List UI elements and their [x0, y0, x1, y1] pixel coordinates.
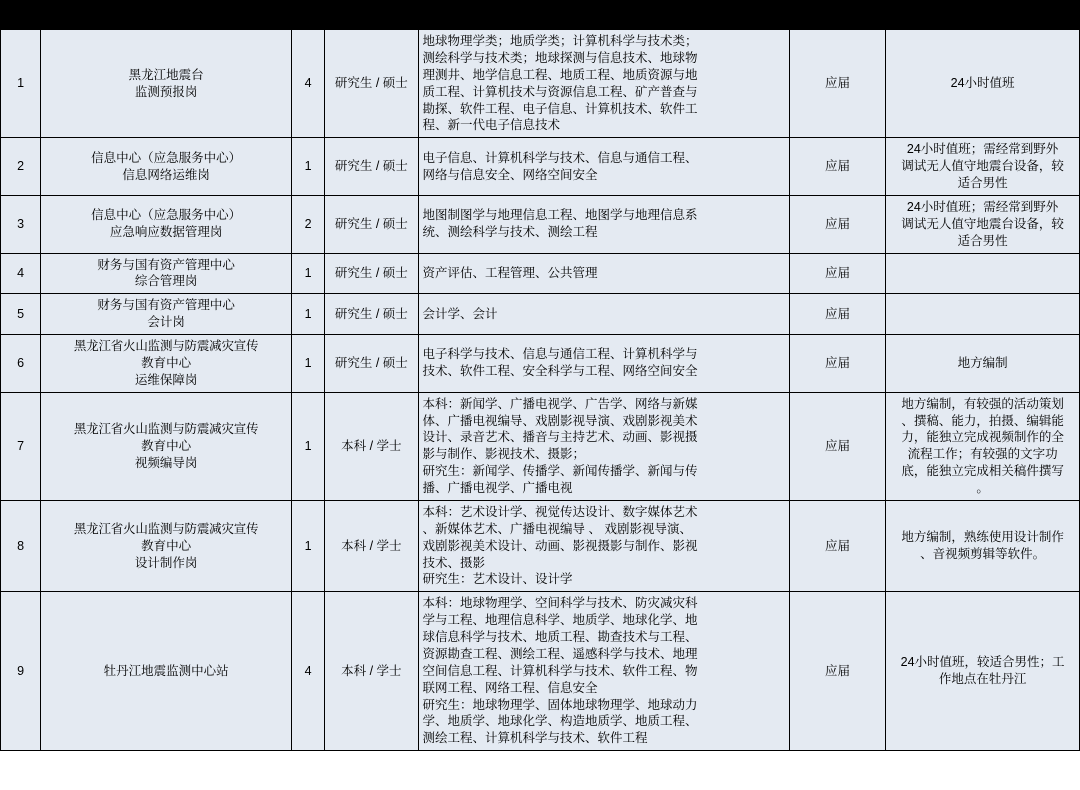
major-requirement — [418, 195, 789, 253]
major-line: 电子科学与技术、信息与通信工程、计算机科学与 — [422, 347, 698, 362]
post-name — [41, 294, 292, 335]
post-name — [41, 392, 292, 500]
education-requirement: 本科 / 学士 — [325, 592, 418, 751]
candidate-type: 应届 — [789, 195, 885, 253]
major-line: 勘探、软件工程、电子信息、计算机技术、软件工 — [422, 101, 698, 116]
remark-line: 24小时值班；需经常到野外 — [906, 142, 1059, 157]
table-row — [1, 30, 1080, 138]
candidate-type: 应届 — [789, 294, 885, 335]
row-index: 3 — [1, 195, 41, 253]
post-name — [41, 195, 292, 253]
table-row — [1, 138, 1080, 196]
position-count: 1 — [292, 138, 325, 196]
post-name-line: 牡丹江地震监测中心站 — [103, 663, 229, 678]
education-requirement: 本科 / 学士 — [325, 392, 418, 500]
remark — [886, 592, 1080, 751]
candidate-type: 应届 — [789, 392, 885, 500]
major-line: 研究生：地球物理学、固体地球物理学、地球动力 — [422, 697, 698, 712]
post-name-line: 设计制作岗 — [134, 555, 198, 570]
post-name-line: 监测预报岗 — [134, 84, 198, 99]
education-requirement: 研究生 / 硕士 — [325, 30, 418, 138]
header-cell-index — [1, 1, 41, 30]
table-body — [1, 1, 1080, 751]
education-requirement: 研究生 / 硕士 — [325, 138, 418, 196]
header-cell-major — [418, 1, 789, 30]
remark-line: 24小时值班，较适合男性；工 — [900, 655, 1065, 670]
remark — [886, 392, 1080, 500]
position-count: 1 — [292, 253, 325, 294]
table-row — [1, 294, 1080, 335]
header-cell-education — [325, 1, 418, 30]
position-count: 1 — [292, 335, 325, 393]
post-name-line: 视频编导岗 — [134, 455, 198, 470]
post-name-line: 教育中心 — [141, 438, 192, 453]
remark-line: 底，能独立完成相关稿件撰写 — [901, 464, 1064, 479]
major-requirement — [418, 253, 789, 294]
major-line: 戏剧影视美术设计、动画、影视摄影与制作、影视 — [422, 538, 698, 553]
candidate-type: 应届 — [789, 253, 885, 294]
major-line: 、新媒体艺术、广播电视编导 、 戏剧影视导演、 — [422, 521, 692, 536]
major-line: 理测井、地学信息工程、地质工程、地质资源与地 — [422, 67, 698, 82]
major-line: 资源勘查工程、测绘工程、遥感科学与技术、地理 — [422, 646, 698, 661]
post-name — [41, 500, 292, 591]
row-index: 8 — [1, 500, 41, 591]
post-name-line: 会计岗 — [147, 315, 185, 330]
post-name-line: 信息网络运维岗 — [122, 167, 210, 182]
remark-line: 流程工作；有较强的文字功 — [907, 447, 1058, 462]
major-line: 本科：地球物理学、空间科学与技术、防灾减灾科 — [422, 596, 698, 611]
major-line: 技术、摄影 — [422, 555, 486, 570]
remark-line: 作地点在牡丹江 — [938, 672, 1027, 687]
post-name — [41, 253, 292, 294]
table-row — [1, 500, 1080, 591]
candidate-type: 应届 — [789, 30, 885, 138]
remark — [886, 294, 1080, 335]
major-line: 网络与信息安全、网络空间安全 — [422, 167, 598, 182]
major-line: 程、新一代电子信息技术 — [422, 118, 561, 133]
remark-line: 。 — [976, 481, 989, 495]
remark — [886, 195, 1080, 253]
education-requirement: 研究生 / 硕士 — [325, 294, 418, 335]
header-cell-count — [292, 1, 325, 30]
major-line: 研究生：艺术设计、设计学 — [422, 572, 573, 587]
major-line: 球信息科学与技术、地质工程、勘查技术与工程、 — [422, 630, 698, 644]
major-requirement — [418, 392, 789, 500]
post-name-line: 信息中心（应急服务中心） — [91, 208, 242, 223]
remark — [886, 138, 1080, 196]
remark-line: 24小时值班；需经常到野外 — [906, 199, 1059, 214]
major-requirement — [418, 30, 789, 138]
position-count: 4 — [292, 592, 325, 751]
row-index: 7 — [1, 392, 41, 500]
major-line: 设计、录音艺术、播音与主持艺术、动画、影视摄 — [422, 430, 698, 445]
post-name-line: 财务与国有资产管理中心 — [97, 298, 235, 313]
row-index: 9 — [1, 592, 41, 751]
major-line: 地图制图学与地理信息工程、地图学与地理信息系 — [422, 208, 698, 223]
post-name-line: 运维保障岗 — [134, 372, 198, 387]
remark — [886, 335, 1080, 393]
row-index: 5 — [1, 294, 41, 335]
post-name-line: 信息中心（应急服务中心） — [91, 150, 242, 165]
major-line: 研究生：新闻学、传播学、新闻传播学、新闻与传 — [422, 464, 698, 479]
major-requirement — [418, 294, 789, 335]
major-line: 技术、软件工程、安全科学与工程、网络空间安全 — [422, 364, 698, 379]
post-name-line: 黑龙江省火山监测与防震减灾宣传 — [73, 521, 259, 536]
position-count: 1 — [292, 500, 325, 591]
major-line: 空间信息工程、计算机科学与技术、软件工程、物 — [422, 663, 698, 678]
row-index: 4 — [1, 253, 41, 294]
post-name — [41, 335, 292, 393]
remark-line: 地方编制，有较强的活动策划 — [901, 396, 1064, 411]
remark-line: 调试无人值守地震台设备，较 — [901, 159, 1064, 174]
major-requirement — [418, 500, 789, 591]
table-row — [1, 392, 1080, 500]
remark-line: 适合男性 — [957, 176, 1008, 190]
major-line: 会计学、会计 — [422, 306, 498, 321]
remark-line: 适合男性 — [957, 233, 1008, 248]
remark-line: 、音视频剪辑等软件。 — [920, 547, 1046, 562]
remark — [886, 500, 1080, 591]
major-line: 测绘科学与技术类；地球探测与信息技术、地球物 — [422, 50, 698, 65]
major-line: 电子信息、计算机科学与技术、信息与通信工程、 — [422, 150, 698, 165]
candidate-type: 应届 — [789, 138, 885, 196]
table-row — [1, 195, 1080, 253]
major-line: 质工程、计算机技术与资源信息工程、矿产普查与 — [422, 84, 698, 99]
education-requirement: 研究生 / 硕士 — [325, 253, 418, 294]
candidate-type: 应届 — [789, 592, 885, 751]
major-line: 统、测绘科学与技术、测绘工程 — [422, 225, 598, 240]
post-name-line: 财务与国有资产管理中心 — [97, 257, 235, 272]
major-line: 学、地质学、地球化学、构造地质学、地质工程、 — [422, 714, 698, 729]
table-row — [1, 253, 1080, 294]
education-requirement: 研究生 / 硕士 — [325, 335, 418, 393]
major-line: 测绘工程、计算机科学与技术、软件工程 — [422, 731, 648, 746]
position-count: 2 — [292, 195, 325, 253]
major-line: 地球物理学类；地质学类；计算机科学与技术类； — [422, 34, 698, 48]
major-line: 联网工程、网络工程、信息安全 — [422, 680, 598, 695]
candidate-type: 应届 — [789, 335, 885, 393]
post-name-line: 教育中心 — [141, 355, 192, 370]
remark-line: 地方编制，熟练使用设计制作 — [901, 530, 1064, 545]
post-name-line: 应急响应数据管理岗 — [109, 225, 223, 240]
major-line: 影与制作、影视技术、摄影； — [422, 447, 586, 462]
major-line: 资产评估、工程管理、公共管理 — [422, 265, 598, 280]
table-row — [1, 335, 1080, 393]
remark — [886, 253, 1080, 294]
remark — [886, 30, 1080, 138]
remark-line: 、撰稿、能力，拍摄、编辑能 — [901, 413, 1064, 428]
header-cell-note — [886, 1, 1080, 30]
post-name-line: 黑龙江省火山监测与防震减灾宣传 — [73, 339, 259, 353]
row-index: 6 — [1, 335, 41, 393]
post-name — [41, 592, 292, 751]
major-line: 播、广播电视学、广播电视 — [422, 481, 573, 495]
post-name-line: 综合管理岗 — [134, 274, 198, 289]
major-line: 本科：新闻学、广播电视学、广告学、网络与新媒 — [422, 396, 698, 411]
education-requirement: 本科 / 学士 — [325, 500, 418, 591]
major-line: 学与工程、地理信息科学、地质学、地球化学、地 — [422, 613, 698, 628]
table-header-row — [1, 1, 1080, 30]
remark-line: 24小时值班 — [950, 76, 1015, 91]
position-count: 1 — [292, 392, 325, 500]
header-cell-post — [41, 1, 292, 30]
remark-line: 力，能独立完成视频制作的全 — [901, 430, 1064, 445]
candidate-type: 应届 — [789, 500, 885, 591]
major-requirement — [418, 335, 789, 393]
post-name-line: 黑龙江地震台 — [128, 67, 204, 82]
education-requirement: 研究生 / 硕士 — [325, 195, 418, 253]
major-line: 体、广播电视编导、戏剧影视导演、戏剧影视美术 — [422, 413, 698, 428]
post-name-line: 教育中心 — [141, 538, 192, 553]
row-index: 1 — [1, 30, 41, 138]
table-row — [1, 592, 1080, 751]
major-requirement — [418, 138, 789, 196]
row-index: 2 — [1, 138, 41, 196]
position-count: 1 — [292, 294, 325, 335]
remark-line: 地方编制 — [957, 355, 1008, 370]
post-name — [41, 138, 292, 196]
major-line: 本科：艺术设计学、视觉传达设计、数字媒体艺术 — [422, 504, 698, 519]
post-name-line: 黑龙江省火山监测与防震减灾宣传 — [73, 421, 259, 436]
major-requirement — [418, 592, 789, 751]
post-name — [41, 30, 292, 138]
remark-line: 调试无人值守地震台设备，较 — [901, 216, 1064, 231]
header-cell-type — [789, 1, 885, 30]
position-count: 4 — [292, 30, 325, 138]
